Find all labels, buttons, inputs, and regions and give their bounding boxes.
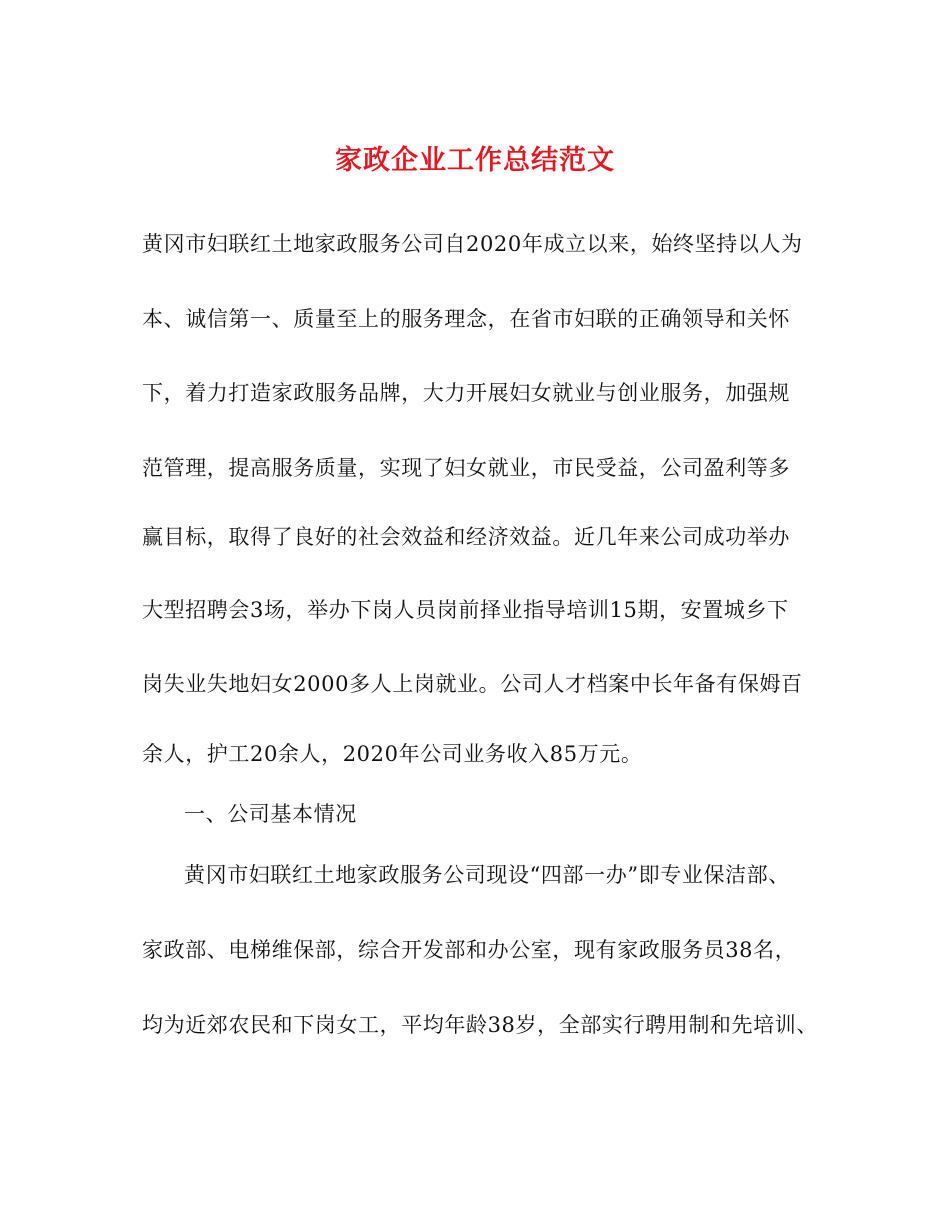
document-title: 家政企业工作总结范文 <box>335 145 615 176</box>
paragraph-line: 下，着力打造家政服务品牌，大力开展妇女就业与创业服务，加强规 <box>142 381 790 405</box>
paragraph-line: 范管理，提高服务质量，实现了妇女就业，市民受益，公司盈利等多 <box>142 456 790 480</box>
paragraph-line: 本、诚信第一、质量至上的服务理念，在省市妇联的正确领导和关怀 <box>142 307 790 331</box>
paragraph-line: 黄冈市妇联红土地家政服务公司现设“四部一办”即专业保洁部、 <box>184 863 790 887</box>
paragraph-line: 岗失业失地妇女2000多人上岗就业。公司人才档案中长年备有保姆百 <box>142 672 803 696</box>
paragraph-line: 余人，护工20余人，2020年公司业务收入85万元。 <box>142 742 643 766</box>
paragraph-line: 均为近郊农民和下岗女工，平均年龄38岁，全部实行聘用制和先培训、 <box>142 1013 818 1037</box>
paragraph-line: 赢目标，取得了良好的社会效益和经济效益。近几年来公司成功举办 <box>142 525 790 549</box>
paragraph-line: 大型招聘会3场，举办下岗人员岗前择业指导培训15期，安置城乡下 <box>142 598 789 622</box>
section-heading: 一、公司基本情况 <box>184 802 357 826</box>
paragraph-line: 家政部、电梯维保部，综合开发部和办公室，现有家政服务员38名， <box>142 938 797 962</box>
paragraph-line: 黄冈市妇联红土地家政服务公司自2020年成立以来，始终坚持以人为 <box>142 232 803 256</box>
